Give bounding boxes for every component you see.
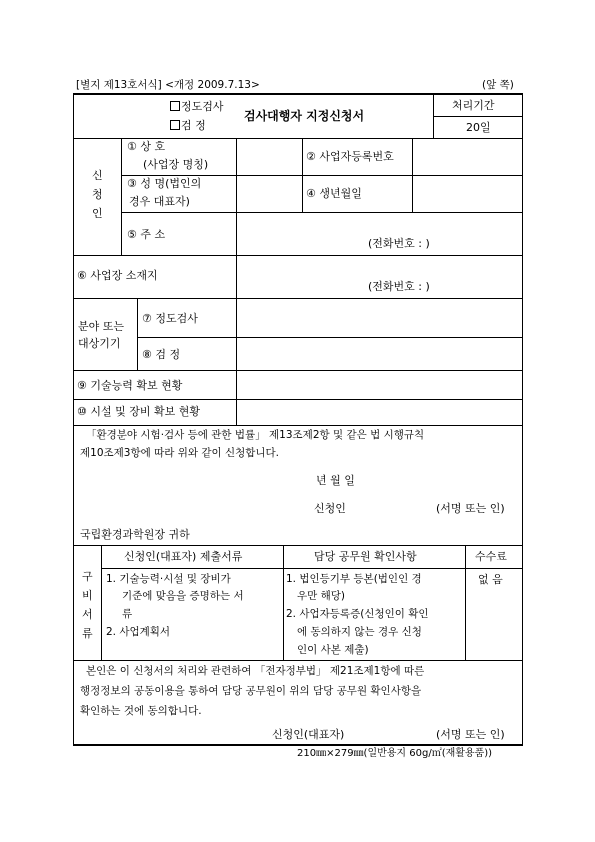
form-title: 검사대행자 지정신청서 xyxy=(244,109,365,123)
processing-period-value: 20일 xyxy=(466,121,491,134)
checkbox-option-certification[interactable]: 검 정 xyxy=(170,120,206,131)
declaration-signature-label: (서명 또는 인) xyxy=(436,502,505,515)
declaration-date: 년 월 일 xyxy=(316,474,355,487)
applicant-section-label-1: 신 xyxy=(92,169,103,182)
field-name-label: ③ 성 명(법인의 xyxy=(127,177,202,190)
field-technical-capability-label: ⑨ 기술능력 확보 현황 xyxy=(77,379,183,392)
site-phone-label: (전화번호 : ) xyxy=(368,280,430,293)
paper-spec: 210㎜×279㎜(일반용지 60g/㎡(재활용품)) xyxy=(297,748,493,759)
field-facilities-equipment-label: ⑩ 시설 및 장비 확보 현황 xyxy=(77,405,200,418)
trade-name-input[interactable] xyxy=(302,138,303,175)
consent-line-3: 확인하는 것에 동의합니다. xyxy=(80,705,202,717)
docs-col-submitted-header: 신청인(대표자) 제출서류 xyxy=(124,550,243,563)
field-trade-name-label: ① 상 호 xyxy=(127,140,166,153)
docs-side-label-1: 구 xyxy=(82,570,93,583)
declaration-applicant-label: 신청인 xyxy=(314,502,346,515)
field-certification-label: ⑧ 검 정 xyxy=(142,348,181,361)
docs-side-label-3: 서 xyxy=(82,608,93,621)
submitted-doc-2: 2. 사업계획서 xyxy=(106,626,171,638)
docs-col-fee-header: 수수료 xyxy=(475,550,507,563)
applicant-section-label-2: 청 xyxy=(92,188,103,201)
consent-line-1: 본인은 이 신청서의 처리와 관련하여 「전자정부법」 제21조제1항에 따른 xyxy=(86,665,425,677)
docs-col-official-check-header: 담당 공무원 확인사항 xyxy=(314,550,417,563)
field-accuracy-inspection-label: ⑦ 정도검사 xyxy=(142,312,198,325)
official-check-1-line-2: 우만 해당) xyxy=(297,590,346,602)
field-category-sublabel: 대상기기 xyxy=(78,337,121,350)
address-phone-label: (전화번호 : ) xyxy=(368,237,430,250)
page-side-label: (앞 쪽) xyxy=(482,79,514,91)
submitted-doc-1-line-1: 1. 기술능력·시설 및 장비가 xyxy=(106,573,231,585)
checkbox-icon xyxy=(170,101,180,111)
consent-line-2: 행정정보의 공동이용을 통하여 담당 공무원이 위의 담당 공무원 확인사항을 xyxy=(80,685,422,697)
fee-value: 없 음 xyxy=(478,573,503,586)
official-check-2-line-1: 2. 사업자등록증(신청인이 확인 xyxy=(286,608,429,620)
consent-signature-label: (서명 또는 인) xyxy=(436,728,505,741)
field-site-location-label: ⑥ 사업장 소재지 xyxy=(77,269,158,282)
field-business-reg-label: ② 사업자등록번호 xyxy=(306,150,394,163)
official-check-2-line-3: 인이 사본 제출) xyxy=(297,644,369,656)
official-check-1-line-1: 1. 법인등기부 등본(법인인 경 xyxy=(286,573,422,585)
checkbox-icon xyxy=(170,120,180,130)
form-number: [별지 제13호서식] <개정 2009.7.13> xyxy=(76,79,260,91)
submitted-doc-1-line-3: 류 xyxy=(122,608,133,620)
field-category-label: 분야 또는 xyxy=(78,320,125,333)
docs-side-label-2: 비 xyxy=(82,589,93,602)
declaration-line-1: 「환경분야 시험·검사 등에 관한 법률」 제13조제2항 및 같은 법 시행규칙 xyxy=(86,429,425,441)
processing-period-label: 처리기간 xyxy=(452,99,495,112)
docs-side-label-4: 류 xyxy=(82,627,93,640)
applicant-section-label-3: 인 xyxy=(92,207,103,220)
submitted-doc-1-line-2: 기준에 맞음을 증명하는 서 xyxy=(122,590,244,602)
consent-applicant-label: 신청인(대표자) xyxy=(272,728,345,741)
declaration-line-2: 제10조제3항에 따라 위와 같이 신청합니다. xyxy=(80,447,280,459)
field-trade-name-sublabel: (사업장 명칭) xyxy=(143,158,209,171)
official-check-2-line-2: 에 동의하지 않는 경우 신청 xyxy=(297,626,422,638)
field-name-sublabel: 경우 대표자) xyxy=(129,195,190,208)
field-address-label: ⑤ 주 소 xyxy=(127,228,166,241)
checkbox-option-accuracy-inspection[interactable]: 정도검사 xyxy=(170,101,224,112)
field-birth-date-label: ④ 생년월일 xyxy=(306,187,362,200)
addressee: 국립환경과학원장 귀하 xyxy=(80,528,190,541)
